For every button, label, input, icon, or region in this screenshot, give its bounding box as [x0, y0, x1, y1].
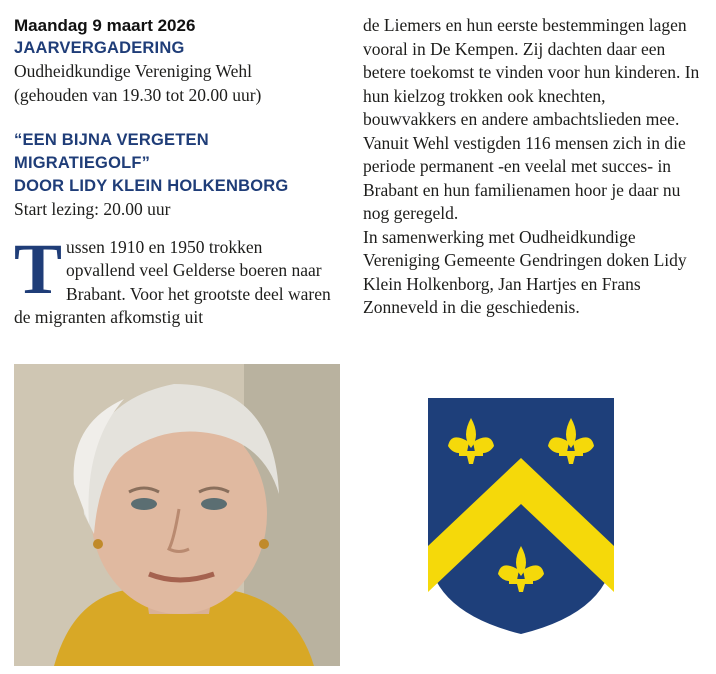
lecture-title-line1: “EEN BIJNA VERGETEN — [14, 131, 209, 149]
right-column — [363, 14, 703, 320]
intro-paragraph — [14, 228, 334, 330]
portrait-photo — [14, 364, 340, 666]
drop-cap: T — [14, 228, 63, 309]
body-paragraph-2: In samenwerking met Oudheidkundige Vereniging Gemeente Gendringen doken Lidy Klein Holkenborg, Jan Hartjes en Frans Zonneveld in die geschiedenis. — [363, 226, 687, 317]
event-date: Maandag 9 maart 2026 — [14, 16, 196, 35]
meeting-hours: (gehouden van 19.30 tot 20.00 uur) — [14, 84, 262, 105]
left-column — [14, 14, 334, 330]
portrait-illustration — [14, 364, 340, 666]
body-paragraph-1: de Liemers en hun eerste bestemmingen lagen vooral in De Kempen. Zij dachten daar een betere toekomst te vinden voor hun kinderen. In hun kielzog trokken ook knechten, bouwvakkers en andere ambachtslieden mee. Vanuit Wehl vestigden 116 mensen zich in die periode permanent -en veelal met succes- in Brabant en hun familienamen hoor je daar nu nog geregeld. — [363, 15, 700, 223]
lecture-title-line2: MIGRATIEGOLF” — [14, 154, 151, 172]
lecture-start-time: Start lezing: 20.00 uur — [14, 199, 171, 219]
coat-of-arms-icon — [426, 396, 616, 636]
intro-text: ussen 1910 en 1950 trokken opvallend veel Gelderse boeren naar Brabant. Voor het grootste deel waren de migranten afkomstig uit — [14, 236, 331, 327]
event-title: JAARVERGADERING — [14, 39, 185, 57]
organizer: Oudheidkundige Vereniging Wehl — [14, 61, 253, 81]
lecture-author: DOOR LIDY KLEIN HOLKENBORG — [14, 177, 289, 195]
